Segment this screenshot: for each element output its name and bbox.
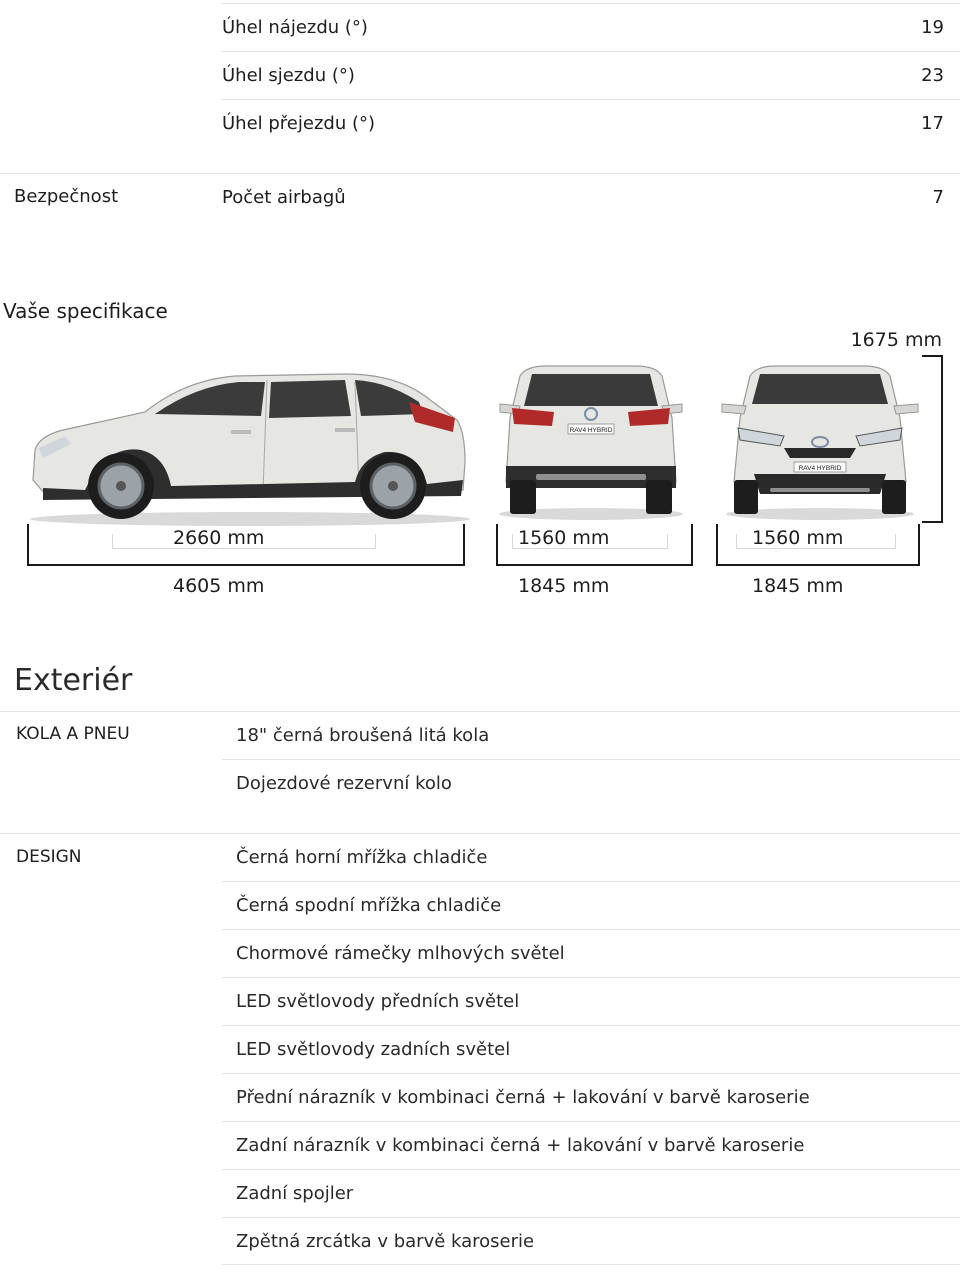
departure-angle-label: Úhel sjezdu (°): [222, 65, 355, 86]
divider: [222, 1121, 960, 1122]
list-item: Černá horní mřížka chladiče: [236, 847, 488, 868]
list-item: Chormové rámečky mlhových světel: [236, 943, 565, 964]
approach-angle-label: Úhel nájezdu (°): [222, 17, 368, 38]
front-width-dimension: 1845 mm: [752, 575, 844, 597]
divider: [222, 99, 960, 100]
list-item: Zadní nárazník v kombinaci černá + lakování v barvě karoserie: [236, 1135, 805, 1156]
height-dimension: 1675 mm: [850, 329, 942, 351]
divider: [222, 1264, 960, 1265]
car-rear-view-image: [496, 362, 686, 522]
list-item: Zpětná zrcátka v barvě karoserie: [236, 1231, 535, 1252]
section-divider: [0, 711, 960, 712]
list-item: Dojezdové rezervní kolo: [236, 773, 452, 794]
divider: [222, 1073, 960, 1074]
list-item: LED světlovody předních světel: [236, 991, 520, 1012]
safety-section-label: Bezpečnost: [14, 186, 119, 207]
list-item: 18" černá broušená litá kola: [236, 725, 490, 746]
exterior-title: Exteriér: [14, 663, 133, 698]
car-side-view-image: [25, 362, 475, 530]
rear-badge-text: RAV4 HYBRID: [569, 427, 613, 434]
list-item: Přední nárazník v kombinaci černá + lakování v barvě karoserie: [236, 1087, 810, 1108]
design-group-label: DESIGN: [16, 847, 82, 867]
list-item: LED světlovody zadních světel: [236, 1039, 511, 1060]
side-length-dimension: 4605 mm: [173, 575, 265, 597]
departure-angle-value: 23: [921, 65, 944, 86]
breakover-angle-label: Úhel přejezdu (°): [222, 113, 376, 134]
section-divider: [0, 833, 960, 834]
rear-width-dimension: 1845 mm: [518, 575, 610, 597]
approach-angle-value: 19: [921, 17, 944, 38]
airbags-value: 7: [932, 187, 944, 208]
list-item: Černá spodní mřížka chladiče: [236, 895, 502, 916]
breakover-angle-value: 17: [921, 113, 944, 134]
specs-title: Vaše specifikace: [3, 299, 168, 323]
divider: [222, 929, 960, 930]
list-item: Zadní spojler: [236, 1183, 354, 1204]
divider: [222, 1217, 960, 1218]
section-divider: [0, 173, 960, 174]
car-front-view-image: [720, 362, 920, 522]
divider: [222, 1169, 960, 1170]
divider: [222, 759, 960, 760]
wheelbase-dimension: 2660 mm: [173, 527, 265, 549]
rear-track-dimension: 1560 mm: [518, 527, 610, 549]
airbags-label: Počet airbagů: [222, 187, 346, 208]
front-track-dimension: 1560 mm: [752, 527, 844, 549]
divider: [222, 51, 960, 52]
wheels-group-label: KOLA A PNEU: [16, 724, 130, 744]
divider: [222, 977, 960, 978]
divider: [222, 3, 960, 4]
divider: [222, 881, 960, 882]
front-badge-text: RAV4 HYBRID: [798, 465, 842, 472]
divider: [222, 1025, 960, 1026]
